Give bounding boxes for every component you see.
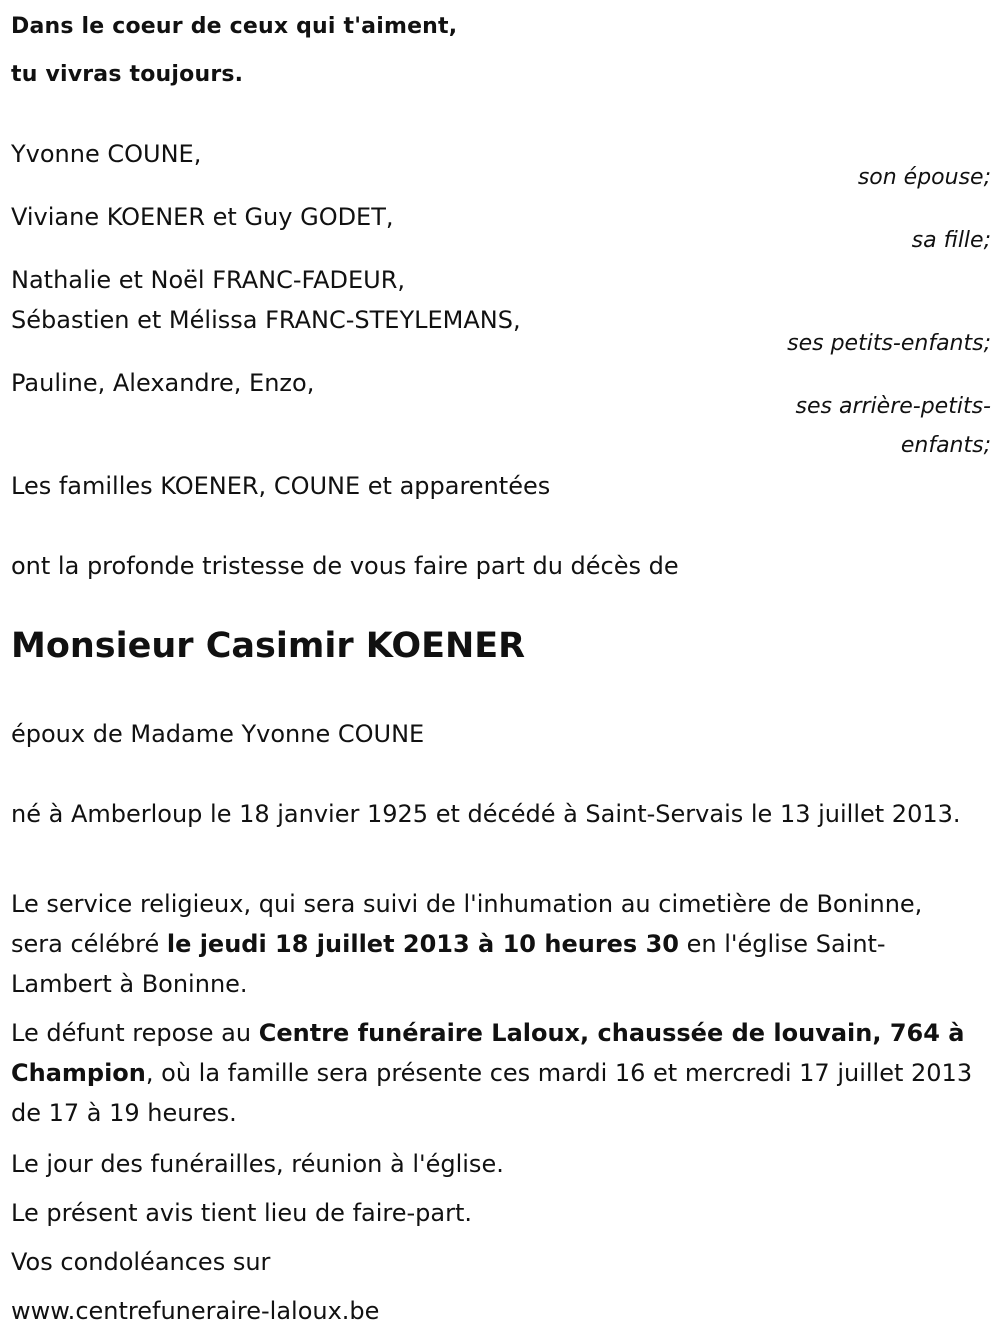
funeral-meeting: Le jour des funérailles, réunion à l'église. <box>11 1150 504 1178</box>
relation-great-grandchildren-1: ses arrière-petits- <box>795 394 991 419</box>
service-text-after: en l'église Saint-Lambert à Boninne. <box>11 930 886 998</box>
funeral-home-address: Centre funéraire Laloux, chaussée de louvain, 764 à Champion <box>11 1019 965 1087</box>
relation-grandchildren: ses petits-enfants; <box>787 331 991 356</box>
birth-death-info: né à Amberloup le 18 janvier 1925 et décédé à Saint-Servais le 13 juillet 2013. <box>11 800 961 828</box>
announcement: ont la profonde tristesse de vous faire part du décès de <box>11 552 679 580</box>
service-info <box>11 884 976 1004</box>
spouse-line: époux de Madame Yvonne COUNE <box>11 720 425 748</box>
epitaph-line-2: tu vivras toujours. <box>11 62 244 87</box>
repose-info <box>11 1013 976 1133</box>
epitaph-line-1: Dans le coeur de ceux qui t'aiment, <box>11 14 458 39</box>
repose-text-after: , où la famille sera présente ces mardi 16 et mercredi 17 juillet 2013 de 17 à 19 heures. <box>11 1059 973 1127</box>
website-link[interactable]: www.centrefuneraire-laloux.be <box>11 1297 380 1325</box>
family-member-spouse: Yvonne COUNE, <box>11 140 202 168</box>
notice-line: Le présent avis tient lieu de faire-part. <box>11 1199 473 1227</box>
family-member-grandchildren-1: Nathalie et Noël FRANC-FADEUR, <box>11 266 406 294</box>
relation-daughter: sa fille; <box>911 228 991 253</box>
service-text-before: Le service religieux, qui sera suivi de l'inhumation au cimetière de Boninne, sera célébré <box>11 890 923 958</box>
relation-spouse: son épouse; <box>857 165 991 190</box>
family-member-great-grandchildren: Pauline, Alexandre, Enzo, <box>11 369 315 397</box>
condolences-label: Vos condoléances sur <box>11 1248 271 1276</box>
families-line: Les familles KOENER, COUNE et apparentées <box>11 472 551 500</box>
repose-text-before: Le défunt repose au <box>11 1019 259 1047</box>
relation-great-grandchildren-2: enfants; <box>900 433 991 458</box>
service-date-time: le jeudi 18 juillet 2013 à 10 heures 30 <box>166 930 679 958</box>
family-member-daughter: Viviane KOENER et Guy GODET, <box>11 203 394 231</box>
family-member-grandchildren-2: Sébastien et Mélissa FRANC-STEYLEMANS, <box>11 306 521 334</box>
deceased-name: Monsieur Casimir KOENER <box>11 626 526 666</box>
